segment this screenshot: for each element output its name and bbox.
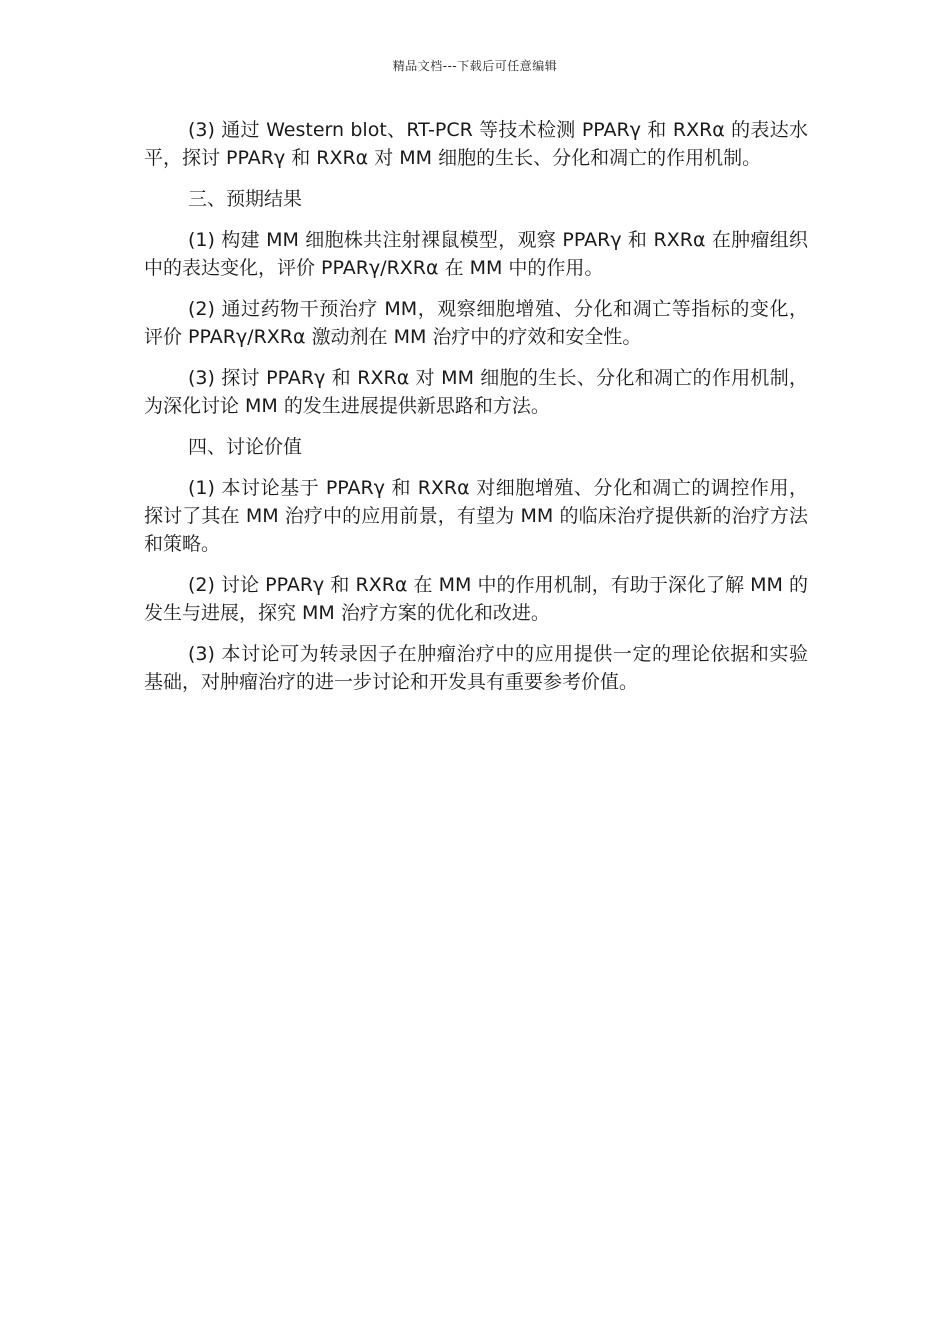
paragraph-method-3: (3) 通过 Western blot、RT-PCR 等技术检测 PPARγ 和 RXRα 的表达水平，探讨 PPARγ 和 RXRα 对 MM 细胞的生长、分化和凋亡的作用机制。	[144, 119, 808, 169]
document-body	[144, 116, 808, 709]
paragraph-result-2: (2) 通过药物干预治疗 MM，观察细胞增殖、分化和凋亡等指标的变化，评价 PPARγ/RXRα 激动剂在 MM 治疗中的疗效和安全性。	[144, 298, 808, 348]
page-header: 精品文档---下载后可任意编辑	[392, 59, 558, 73]
section-heading-discussion-value: 四、讨论价值	[188, 436, 303, 458]
paragraph-value-2: (2) 讨论 PPARγ 和 RXRα 在 MM 中的作用机制，有助于深化了解 MM 的发生与进展，探究 MM 治疗方案的优化和改进。	[144, 574, 808, 624]
paragraph-value-3: (3) 本讨论可为转录因子在肿瘤治疗中的应用提供一定的理论依据和实验基础，对肿瘤治疗的进一步讨论和开发具有重要参考价值。	[144, 643, 808, 693]
paragraph-result-3: (3) 探讨 PPARγ 和 RXRα 对 MM 细胞的生长、分化和凋亡的作用机制，为深化讨论 MM 的发生进展提供新思路和方法。	[144, 367, 808, 417]
section-heading-expected-results: 三、预期结果	[188, 188, 303, 210]
paragraph-value-1: (1) 本讨论基于 PPARγ 和 RXRα 对细胞增殖、分化和凋亡的调控作用，探讨了其在 MM 治疗中的应用前景，有望为 MM 的临床治疗提供新的治疗方法和策略。	[144, 477, 808, 555]
paragraph-result-1: (1) 构建 MM 细胞株共注射裸鼠模型，观察 PPARγ 和 RXRα 在肿瘤组织中的表达变化，评价 PPARγ/RXRα 在 MM 中的作用。	[144, 229, 808, 279]
